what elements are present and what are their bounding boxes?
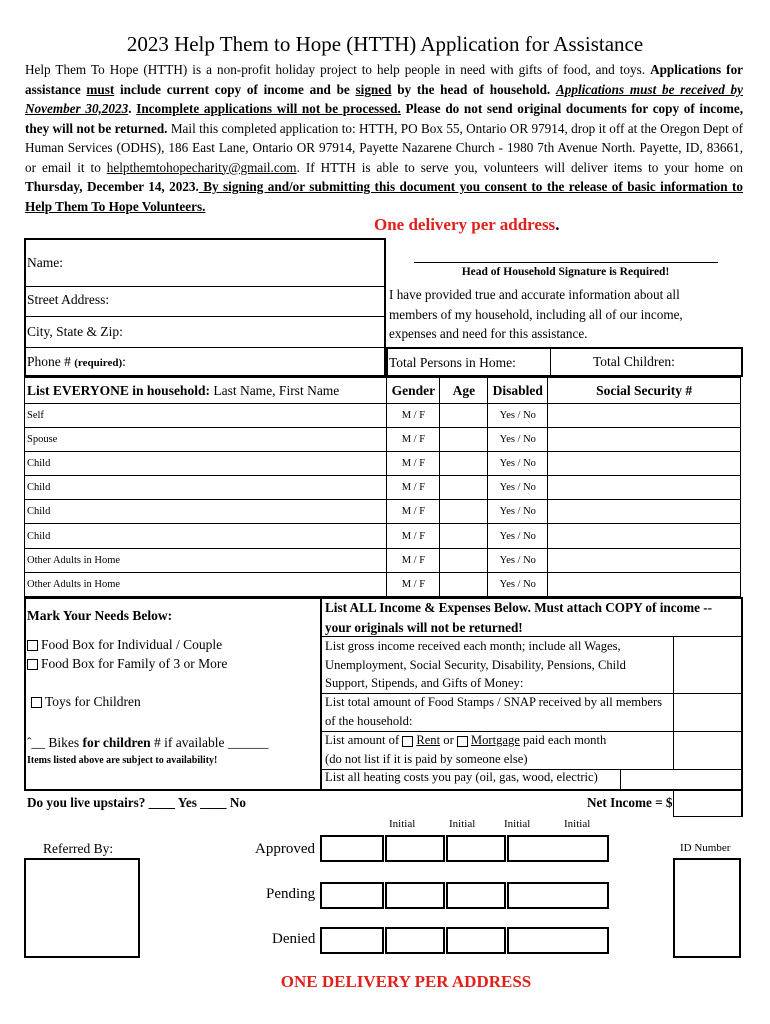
age-cell[interactable] xyxy=(440,452,488,476)
phone-field[interactable] xyxy=(27,354,126,370)
rent-input[interactable] xyxy=(673,731,743,769)
signature-statement: I have provided true and accurate information about all members of my household, including all of our income, expenses and need for this assistance. xyxy=(389,287,683,341)
table-row xyxy=(25,404,741,428)
disabled-cell[interactable]: Yes / No xyxy=(488,500,548,524)
age-cell[interactable] xyxy=(440,428,488,452)
denied-cell[interactable] xyxy=(320,927,384,954)
age-cell[interactable] xyxy=(440,404,488,428)
rent-suffix: paid each month xyxy=(523,733,607,747)
gross-income-label: List gross income received each month; include all Wages, Unemployment, Social Security, Disability, Pensions, Child Support, Stipends, and Gifts of Money: xyxy=(325,639,626,690)
initial-label: Initial xyxy=(504,818,531,830)
intro-incomplete: Incomplete applications will not be processed. xyxy=(136,101,401,116)
snap-input[interactable] xyxy=(673,693,743,731)
ssn-cell[interactable] xyxy=(548,404,741,428)
signature-required: Head of Household Signature is Required! xyxy=(461,266,670,278)
net-income-input[interactable] xyxy=(673,791,743,817)
age-cell[interactable] xyxy=(440,476,488,500)
approved-cell[interactable] xyxy=(446,835,506,862)
food-couple-label: Food Box for Individual / Couple xyxy=(41,637,223,652)
delivery-date: Thursday, December 14, 2023. xyxy=(25,179,199,194)
ssn-cell[interactable] xyxy=(548,572,741,596)
intro-p2b: include current copy of income and be xyxy=(114,81,356,97)
checkbox[interactable] xyxy=(27,659,38,670)
bikes-bold: for children xyxy=(82,735,151,750)
approved-label: Approved xyxy=(255,841,315,857)
table-row xyxy=(25,452,741,476)
table-row xyxy=(25,524,741,548)
approved-cell[interactable] xyxy=(385,835,445,862)
header-disabled: Disabled xyxy=(488,378,548,404)
household-table xyxy=(24,377,741,597)
ssn-cell[interactable] xyxy=(548,476,741,500)
pending-cell[interactable] xyxy=(446,882,506,909)
age-cell[interactable] xyxy=(440,572,488,596)
intro-p1: Help Them To Hope (HTTH) is a non-profit holiday project to help people in need with gifts of food, and toys. xyxy=(25,62,646,77)
referred-by-label: Referred By: xyxy=(43,841,114,856)
checkbox[interactable] xyxy=(31,697,42,708)
intro-p5: Please do not send original documents for copy of income, they will not be returned. xyxy=(25,101,744,136)
ssn-cell[interactable] xyxy=(548,548,741,572)
member-name-cell[interactable]: Child xyxy=(25,476,387,500)
gross-income-input[interactable] xyxy=(673,636,743,694)
ssn-cell[interactable] xyxy=(548,524,741,548)
ssn-cell[interactable] xyxy=(548,428,741,452)
table-row xyxy=(25,500,741,524)
header-list-everyone xyxy=(25,378,387,404)
city-state-zip-field[interactable]: City, State & Zip: xyxy=(27,324,123,339)
initial-label: Initial xyxy=(449,818,476,830)
snap-label: List total amount of Food Stamps / SNAP received by all members of the household: xyxy=(325,695,663,728)
member-name-cell[interactable]: Other Adults in Home xyxy=(25,572,387,596)
intro-must: must xyxy=(86,81,115,97)
mortgage-option: Mortgage xyxy=(470,733,520,747)
bikes-option[interactable] xyxy=(27,735,268,751)
denied-row xyxy=(320,927,609,954)
divider xyxy=(550,347,551,377)
divider xyxy=(24,316,386,317)
food-family-option[interactable] xyxy=(27,656,227,672)
denied-cell[interactable] xyxy=(446,927,506,954)
toys-option[interactable] xyxy=(31,694,141,710)
income-title: List ALL Income & Expenses Below. Must attach COPY of income -- your originals will not be returned! xyxy=(325,600,713,635)
denied-cell[interactable] xyxy=(385,927,445,954)
header-age: Age xyxy=(440,378,488,404)
denied-label: Denied xyxy=(272,931,316,947)
intro-paragraph xyxy=(25,60,743,216)
disabled-cell[interactable]: Yes / No xyxy=(488,404,548,428)
phone-colon: : xyxy=(122,354,126,369)
bikes-prefix: ˆ__ Bikes xyxy=(27,735,83,750)
table-row xyxy=(25,548,741,572)
footer-note: ONE DELIVERY PER ADDRESS xyxy=(280,972,532,991)
header-ssn: Social Security # xyxy=(548,378,741,404)
referred-by-box[interactable] xyxy=(24,858,140,958)
table-row xyxy=(25,428,741,452)
heating-label: List all heating costs you pay (oil, gas, wood, electric) xyxy=(325,770,598,784)
total-persons-field[interactable]: Total Persons in Home: xyxy=(389,355,516,370)
id-number-box[interactable] xyxy=(673,858,741,958)
disabled-cell[interactable]: Yes / No xyxy=(488,572,548,596)
needs-title: Mark Your Needs Below: xyxy=(27,608,173,623)
rent-or: or xyxy=(443,733,454,747)
gender-cell[interactable]: M / F xyxy=(387,476,440,500)
gender-cell[interactable]: M / F xyxy=(387,404,440,428)
member-name-cell[interactable]: Child xyxy=(25,452,387,476)
disabled-cell[interactable]: Yes / No xyxy=(488,452,548,476)
page-title: 2023 Help Them to Hope (HTTH) Application for Assistance xyxy=(126,32,644,56)
divider xyxy=(24,286,386,287)
member-name-cell[interactable]: Self xyxy=(25,404,387,428)
rent-checkbox[interactable] xyxy=(402,736,413,747)
gender-cell[interactable]: M / F xyxy=(387,452,440,476)
pending-label: Pending xyxy=(266,886,316,902)
intro-p6: Mail this completed application to: HTTH, PO Box 55, Ontario OR 97914 xyxy=(167,120,565,136)
id-number-label: ID Number xyxy=(680,842,731,854)
heating-input[interactable] xyxy=(620,769,743,791)
one-delivery-note xyxy=(374,215,559,235)
total-children-field[interactable]: Total Children: xyxy=(593,354,675,369)
initial-label: Initial xyxy=(564,818,591,830)
upstairs-question[interactable]: Do you live upstairs? ____ Yes ____ No xyxy=(27,795,246,810)
intro-p7: , drop it off at the Oregon Dept of Human Services (ODHS), 186 East Lane, Ontario OR 97914, Payette Nazarene Church - 1980 7th Avenue North. Payette, ID, 83661, or email it to xyxy=(25,120,743,175)
member-name-cell[interactable]: Other Adults in Home xyxy=(25,548,387,572)
name-field[interactable]: Name: xyxy=(27,255,63,270)
table-row xyxy=(25,572,741,596)
gender-cell[interactable]: M / F xyxy=(387,500,440,524)
table-row xyxy=(25,476,741,500)
one-delivery-text: One delivery per address xyxy=(374,215,556,234)
consent-text: By signing and/or submitting this document you consent to the release of basic information to Help Them To Hope Volunteers. xyxy=(25,179,743,214)
gender-cell[interactable]: M / F xyxy=(387,524,440,548)
gender-cell[interactable]: M / F xyxy=(387,428,440,452)
gender-cell[interactable]: M / F xyxy=(387,572,440,596)
phone-required: (required) xyxy=(74,357,123,369)
checkbox[interactable] xyxy=(27,640,38,651)
disabled-cell[interactable]: Yes / No xyxy=(488,548,548,572)
denied-cell[interactable] xyxy=(507,927,609,954)
pending-cell[interactable] xyxy=(385,882,445,909)
street-address-field[interactable]: Street Address: xyxy=(27,292,110,307)
email-link[interactable]: helpthemtohopecharity@gmail.com xyxy=(106,159,297,175)
bikes-suffix: # if available ______ xyxy=(150,735,269,750)
one-delivery-dot: . xyxy=(555,215,560,234)
availability-note: Items listed above are subject to availability! xyxy=(27,755,218,766)
pending-row xyxy=(320,882,609,909)
age-cell[interactable] xyxy=(440,524,488,548)
disabled-cell[interactable]: Yes / No xyxy=(488,476,548,500)
mortgage-checkbox[interactable] xyxy=(457,736,468,747)
rent-prefix: List amount of xyxy=(325,733,400,747)
header-list-rest: Last Name, First Name xyxy=(209,382,340,398)
approved-cell[interactable] xyxy=(507,835,609,862)
intro-p8: . If HTTH is able to serve you, volunteers will deliver items to your home on xyxy=(296,159,743,175)
pending-cell[interactable] xyxy=(507,882,609,909)
member-name-cell[interactable]: Spouse xyxy=(25,428,387,452)
age-cell[interactable] xyxy=(440,548,488,572)
gender-cell[interactable]: M / F xyxy=(387,548,440,572)
food-couple-option[interactable] xyxy=(27,637,222,653)
intro-p3b: . xyxy=(128,101,137,116)
intro-signed: signed xyxy=(355,81,392,97)
intro-deadline: Applications must be received by November 30,2023 xyxy=(25,81,743,116)
member-name-cell[interactable]: Child xyxy=(25,524,387,548)
ssn-cell[interactable] xyxy=(548,500,741,524)
net-income-label[interactable]: Net Income = $ xyxy=(587,795,673,810)
header-gender: Gender xyxy=(387,378,440,404)
divider xyxy=(24,347,386,348)
pending-cell[interactable] xyxy=(320,882,384,909)
toys-label: Toys for Children xyxy=(45,694,141,709)
member-name-cell[interactable]: Child xyxy=(25,500,387,524)
intro-p2c: by the head of household. xyxy=(391,81,551,97)
initial-label: Initial xyxy=(389,818,416,830)
rent-label xyxy=(325,731,670,768)
intro-p2a: Applications for assistance xyxy=(25,62,744,97)
approved-row xyxy=(320,835,609,862)
age-cell[interactable] xyxy=(440,500,488,524)
rent-option: Rent xyxy=(416,733,441,747)
signature-line[interactable] xyxy=(414,262,718,263)
food-family-label: Food Box for Family of 3 or More xyxy=(41,656,228,671)
disabled-cell[interactable]: Yes / No xyxy=(488,428,548,452)
approved-cell[interactable] xyxy=(320,835,384,862)
household-header-row xyxy=(25,378,741,404)
ssn-cell[interactable] xyxy=(548,452,741,476)
rent-note: (do not list if it is paid by someone else) xyxy=(325,751,528,766)
phone-label: Phone # xyxy=(27,354,71,369)
disabled-cell[interactable]: Yes / No xyxy=(488,524,548,548)
header-list-bold: List EVERYONE in household: xyxy=(27,382,210,398)
